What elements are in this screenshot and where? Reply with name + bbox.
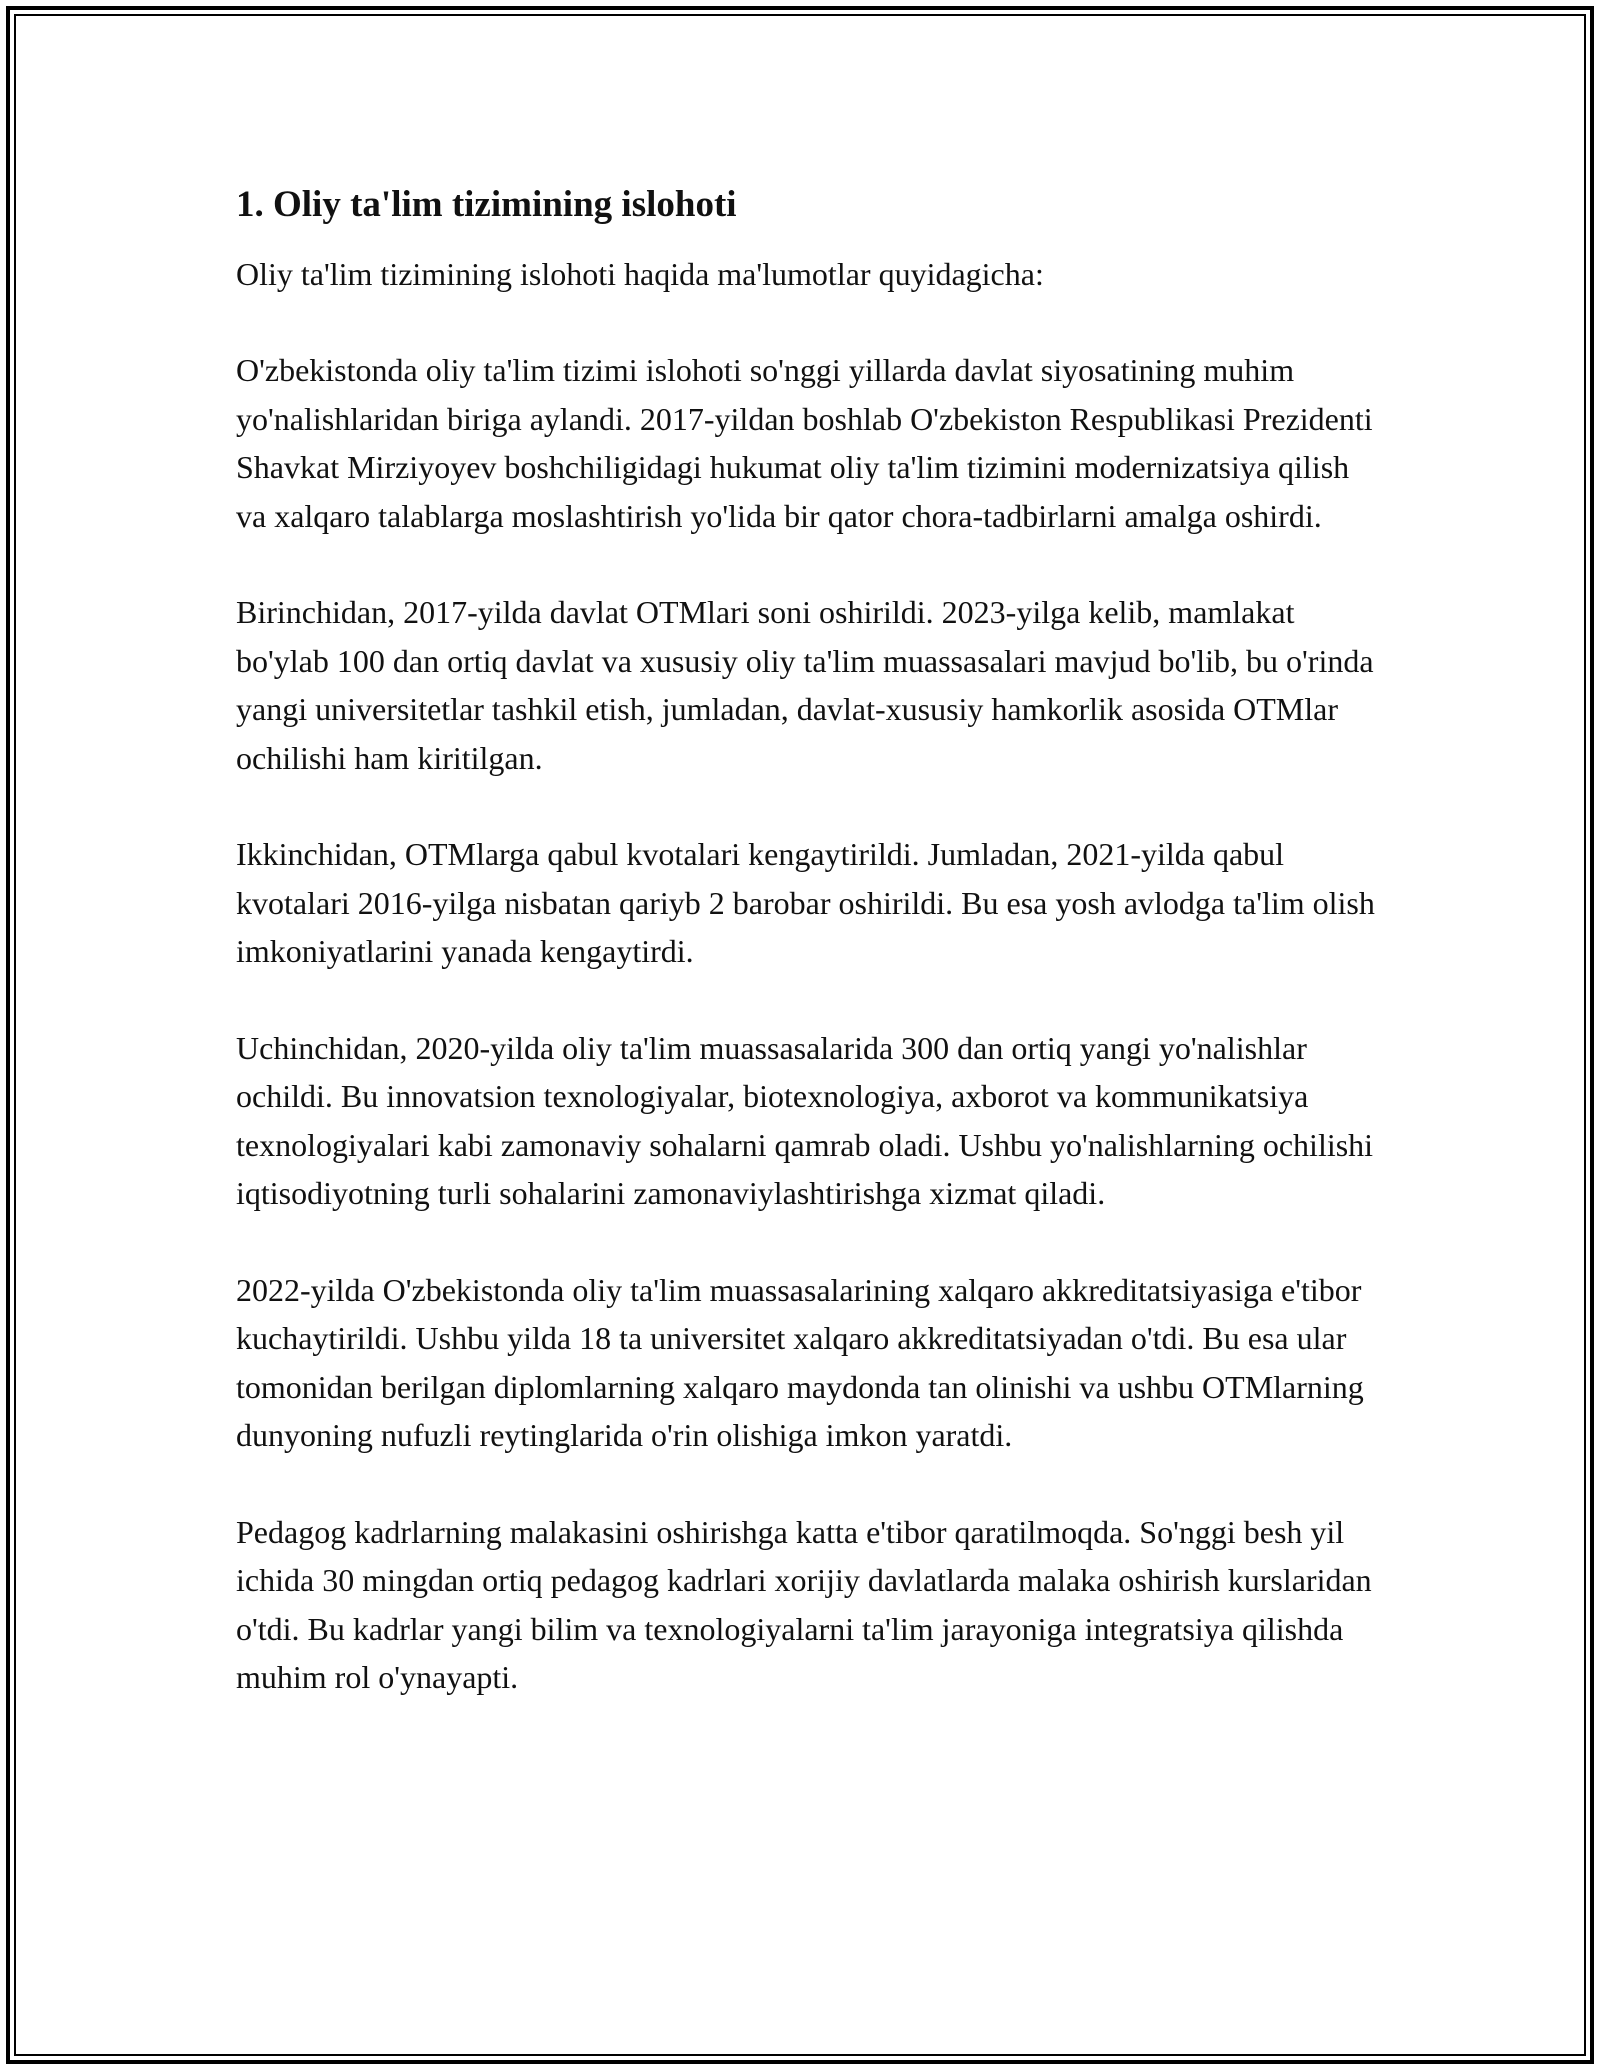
paragraph-reform-overview: O'zbekistonda oliy ta'lim tizimi islohoti so'nggi yillarda davlat siyosatining muhim yo'nalishlaridan biriga aylandi. 2017-yildan boshlab O'zbekiston Respublikasi Prezidenti Shavkat Mirziyoyev boshchiligidagi hukumat oliy ta'lim tizimini modernizatsiya qilish va xalqaro talablarga moslashtirish yo'lida bir qator chora-tadbirlarni amalga oshirdi.: [236, 352, 1373, 534]
paragraph-second-point: Ikkinchidan, OTMlarga qabul kvotalari kengaytirildi. Jumladan, 2021-yilda qabul kvotalari 2016-yilga nisbatan qariyb 2 barobar oshirildi. Bu esa yosh avlodga ta'lim olish imkoniyatlarini yanada kengaytirdi.: [236, 836, 1375, 969]
paragraph-third-point: Uchinchidan, 2020-yilda oliy ta'lim muassasalarida 300 dan ortiq yangi yo'nalishlar ochildi. Bu innovatsion texnologiyalar, biotexnologiya, axborot va kommunikatsiya texnologiyalari kabi zamonaviy sohalarni qamrab oladi. Ushbu yo'nalishlarning ochilishi iqtisodiyotning turli sohalarini zamonaviylashtirishga xizmat qiladi.: [236, 1029, 1374, 1211]
section-heading: 1. Oliy ta'lim tizimining islohoti: [236, 184, 737, 225]
document-body: [236, 182, 1376, 1750]
intro-paragraph: Oliy ta'lim tizimining islohoti haqida ma'lumotlar quyidagicha:: [236, 256, 1044, 292]
paragraph-accreditation: 2022-yilda O'zbekistonda oliy ta'lim muassasalarining xalqaro akkreditatsiyasiga e'tibor kuchaytirildi. Ushbu yilda 18 ta universitet xalqaro akkreditatsiyadan o'tdi. Bu esa ular tomonidan berilgan diplomlarning xalqaro maydonda tan olinishi va ushbu OTMlarning dunyoning nufuzli reytinglarida o'rin olishiga imkon yaratdi.: [236, 1271, 1364, 1453]
paragraph-teacher-training: Pedagog kadrlarning malakasini oshirishga katta e'tibor qaratilmoqda. So'nggi besh yil ichida 30 mingdan ortiq pedagog kadrlari xorijiy davlatlarda malaka oshirish kurslaridan o'tdi. Bu kadrlar yangi bilim va texnologiyalarni ta'lim jarayoniga integratsiya qilishda muhim rol o'ynayapti.: [236, 1513, 1372, 1695]
paragraph-first-point: Birinchidan, 2017-yilda davlat OTMlari soni oshirildi. 2023-yilga kelib, mamlakat bo'ylab 100 dan ortiq davlat va xususiy oliy ta'lim muassasalari mavjud bo'lib, bu o'rinda yangi universitetlar tashkil etish, jumladan, davlat-xususiy hamkorlik asosida OTMlar ochilishi ham kiritilgan.: [236, 594, 1374, 776]
